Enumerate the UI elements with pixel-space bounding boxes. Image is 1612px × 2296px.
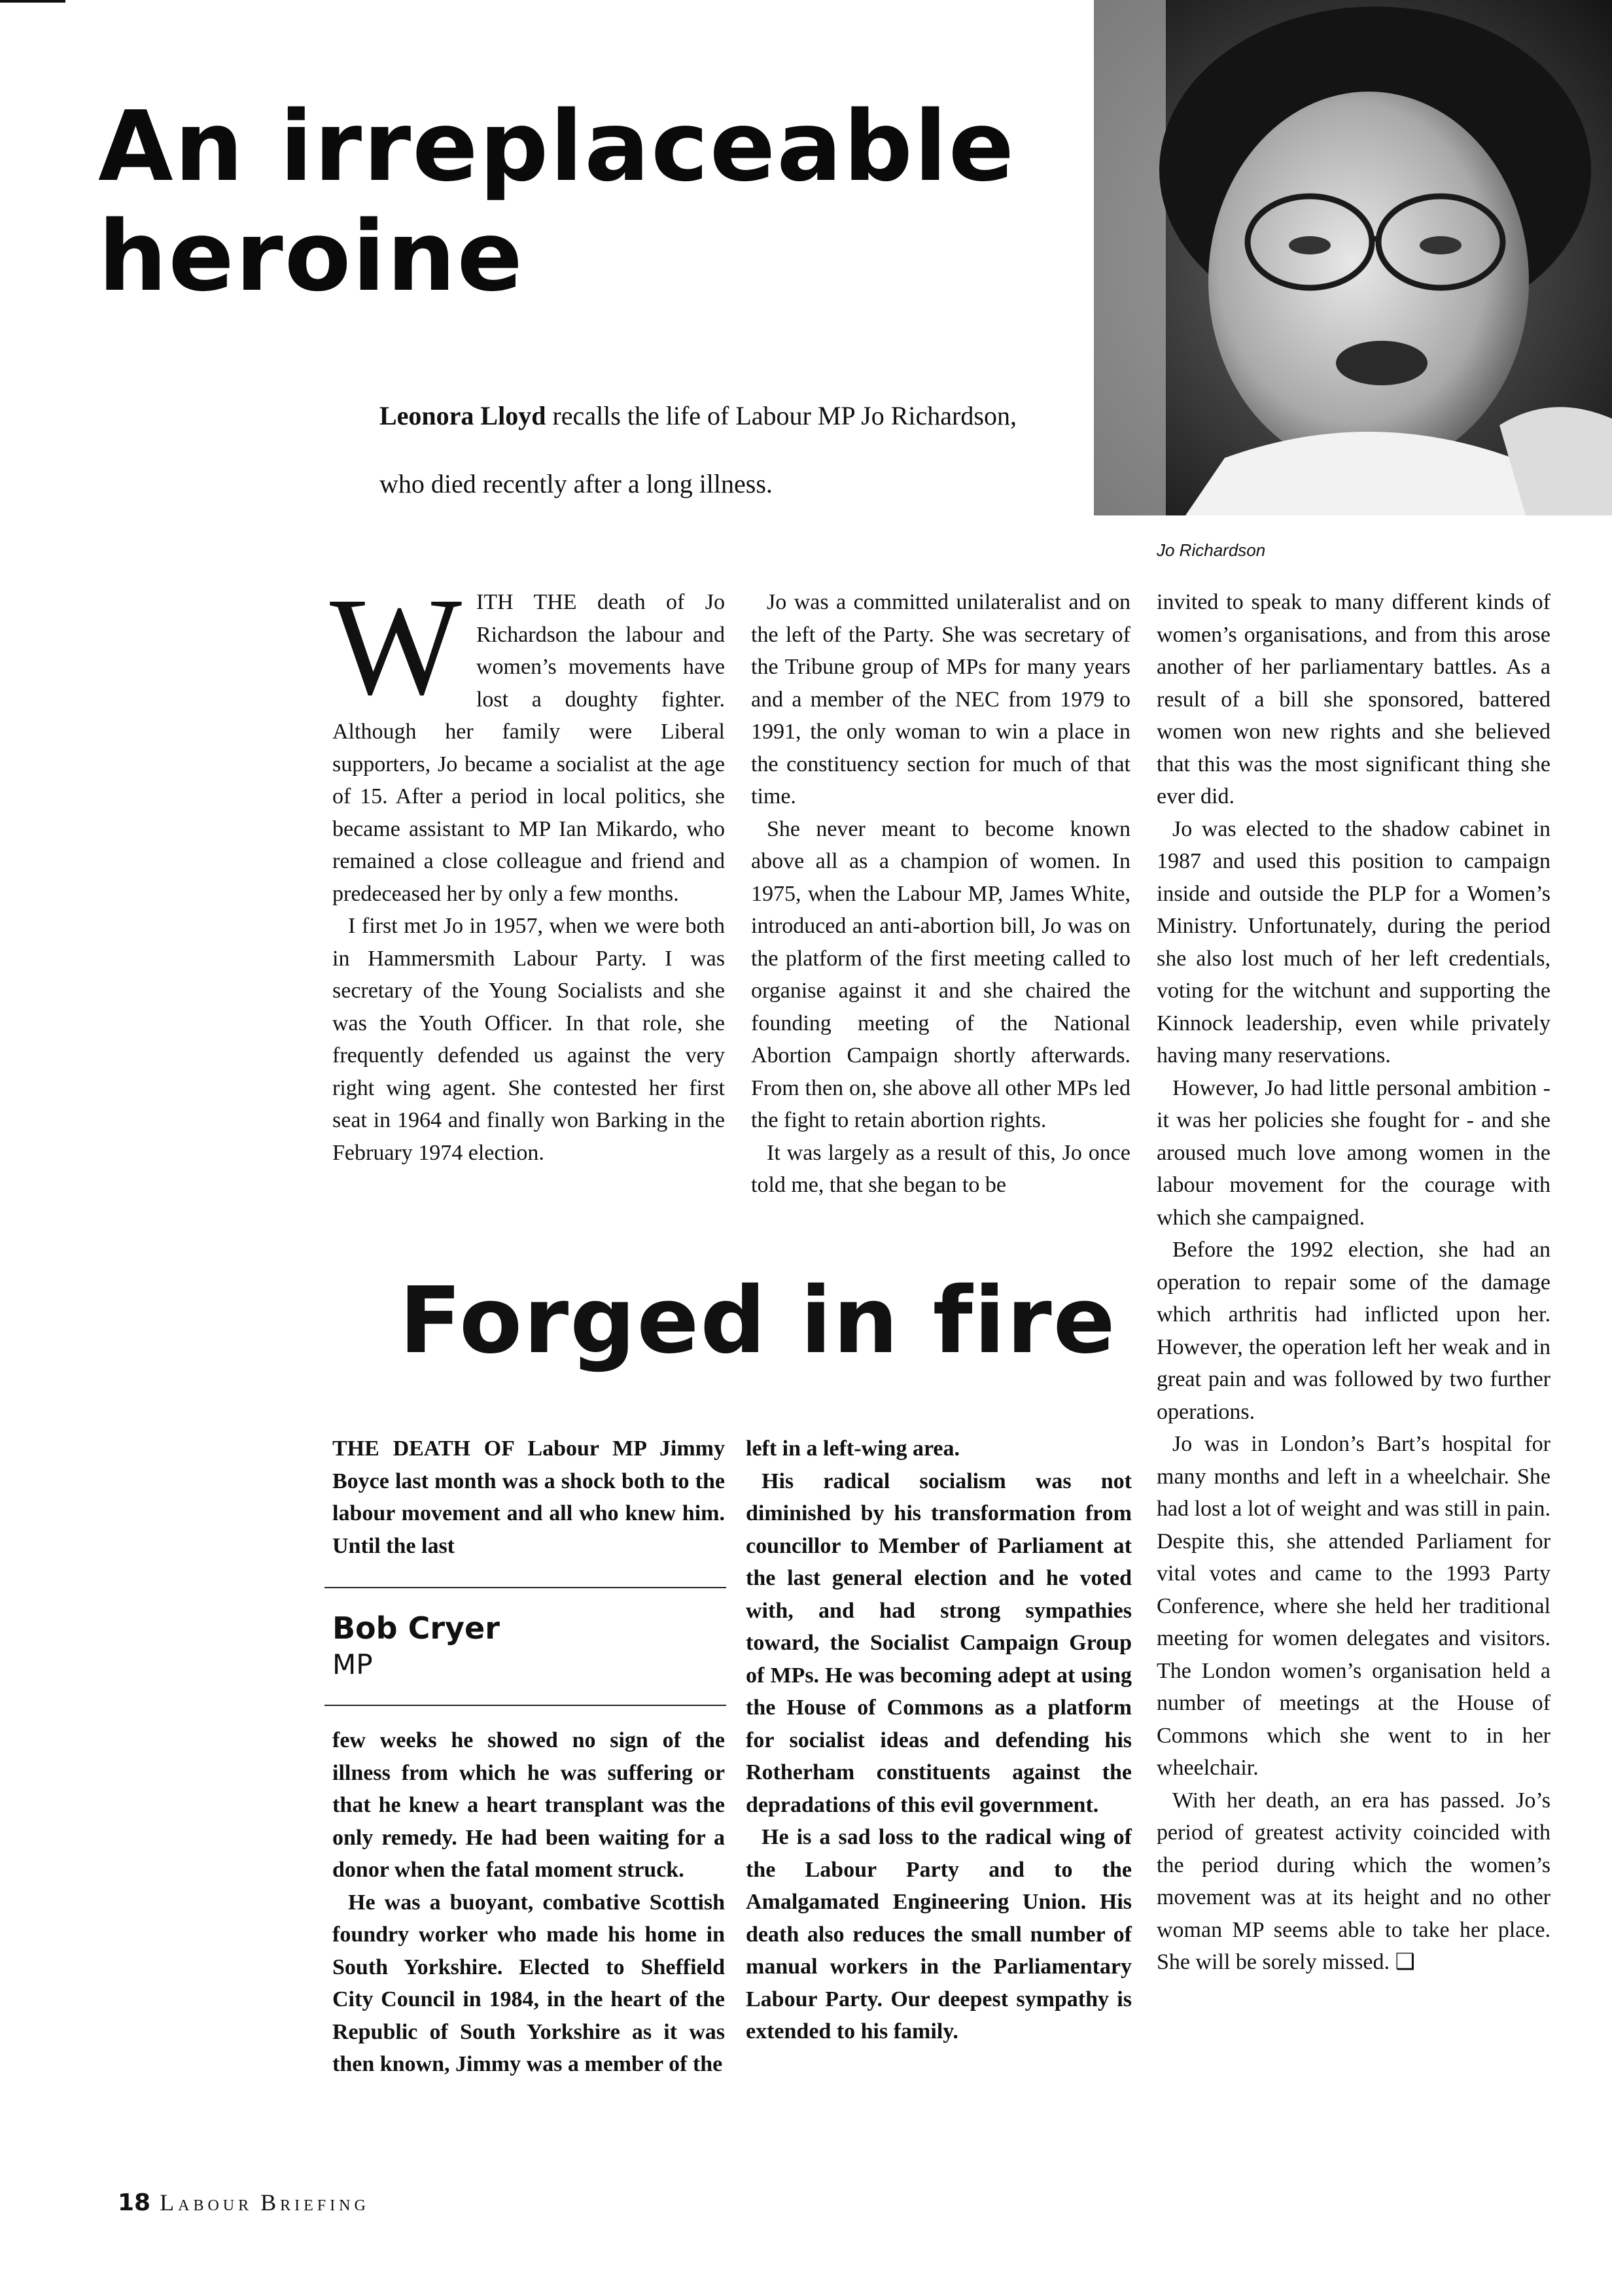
article1-paragraph <box>1157 1784 1551 1979</box>
article2-column-1-top <box>332 1433 725 1562</box>
standfirst-line-1 <box>379 398 1099 434</box>
article1-paragraph: Jo was a committed unilateralist and on the left of the Party. She was secretary of the Tribune group of MPs for many years and a member of the NEC from 1979 to 1991, the only woman to win a place in the constituency section for much of that time. <box>751 590 1130 809</box>
publication-initial-l: L <box>160 2189 179 2216</box>
headline-line-1: An irreplaceable <box>98 90 1016 203</box>
article1-paragraph: However, Jo had little personal ambition - it was her policies she fought for - and she aroused much love among women in the labour movement for the courage with which she campaigned. <box>1157 1075 1551 1230</box>
article2-column-2 <box>746 1433 1132 2048</box>
photo-caption: Jo Richardson <box>1157 540 1266 560</box>
article2-paragraph: He is a sad loss to the radical wing of the Labour Party and to the Amalgamated Engineering Union. His death also reduces the small number of manual workers in the Parliamentary Labour Party. Our deepest sympathy is extended to his family. <box>746 1825 1132 2044</box>
article2-paragraph: He was a buoyant, combative Scottish foundry worker who made his home in South Yorkshire. Elected to Sheffield City Council in 1984, in the heart of the Republic of South Yorkshire as it was then known, Jimmy was a member of the <box>332 1890 725 2076</box>
article2-headline: Forged in fire <box>399 1268 1117 1374</box>
article2-column-1-bottom <box>332 1724 725 2081</box>
article1-paragraph: She never meant to become known above all as a champion of women. In 1975, when the Labour MP, James White, introduced an anti-abortion bill, Jo was on the platform of the first meeting called to organise against it and she chaired the founding meeting of the National Abortion Campaign shortly afterwards. From then on, she above all other MPs led the fight to retain abortion rights. <box>751 816 1130 1132</box>
portrait-photo <box>1094 0 1612 515</box>
article2-paragraph: few weeks he showed no sign of the illness from which he was suffering or that he knew a heart transplant was the only remedy. He had been waiting for a donor when the fatal moment struck. <box>332 1728 725 1882</box>
article1-column-1 <box>330 569 725 1169</box>
byline-name: Bob Cryer <box>332 1610 500 1646</box>
article1-paragraph: invited to speak to many different kinds of women’s organisations, and from this arose another of her parliamentary battles. As a result of a bill she sponsored, battered women won new rights and she believed that this was the most significant thing she ever did. <box>1157 590 1551 809</box>
article1-paragraph-text: ITH THE death of Jo Richardson the labour and women’s movements have lost a doughty fighter. Although her family were Liberal supporters, Jo became a socialist at the age of 15. After a period in local politics, she became assistant to MP Ian Mikardo, who remained a close colleague and friend and predeceased her by only a few months. <box>332 590 725 906</box>
publication-initial-b: B <box>260 2189 281 2216</box>
article1-column-2 <box>751 586 1130 1202</box>
end-mark-icon: ❑ <box>1395 1950 1416 1974</box>
article1-column-3 <box>1157 586 1551 1979</box>
standfirst-text-1: recalls the life of Labour MP Jo Richardson, <box>546 401 1017 430</box>
portrait-image <box>1094 0 1612 515</box>
article2-paragraph: His radical socialism was not diminished by his transformation from councillor to Member of Parliament at the last general election and he voted with, and had strong sympathies toward, the Socialist Campaign Group of MPs. He was becoming adept at using the House of Commons as a platform for socialist ideas and defending his Rotherham constituents against the depradations of this evil government. <box>746 1469 1132 1817</box>
byline-role: MP <box>332 1648 373 1680</box>
page-number: 18 <box>118 2189 151 2216</box>
article1-paragraph: I first met Jo in 1957, when we were both in Hammersmith Labour Party. I was secretary of the Young Socialists and she was the Youth Officer. In that role, she frequently defended us against the very right wing agent. She contested her first seat in 1964 and finally won Barking in the February 1974 election. <box>332 914 725 1165</box>
standfirst <box>379 398 1099 534</box>
standfirst-line-2: who died recently after a long illness. <box>379 469 773 498</box>
standfirst-author: Leonora Lloyd <box>379 401 546 430</box>
article1-paragraph: Jo was in London’s Bart’s hospital for many months and left in a wheelchair. She had lost a lot of weight and was still in pain. Despite this, she attended Parliament for vital votes and came to the 1993 Party Conference, where she held her traditional meeting for women delegates and visitors. The London women’s organisation held a number of meetings at the House of Commons which she went to in her wheelchair. <box>1157 1432 1551 1780</box>
byline-rule-top <box>324 1587 726 1588</box>
article2-paragraph: THE DEATH OF Labour MP Jimmy Boyce last month was a shock both to the labour movement and all who knew him. Until the last <box>332 1436 725 1558</box>
headline-line-2: heroine <box>98 200 524 313</box>
drop-cap: W <box>330 569 462 724</box>
article1-paragraph <box>330 569 725 910</box>
page-footer <box>118 2189 370 2216</box>
article1-paragraph: Before the 1992 election, she had an operation to repair some of the damage which arthritis had inflicted upon her. However, the operation left her weak and in great pain and was followed by two further operations. <box>1157 1238 1551 1424</box>
article1-paragraph: It was largely as a result of this, Jo once told me, that she began to be <box>751 1140 1130 1197</box>
article1-paragraph-text: With her death, an era has passed. Jo’s period of greatest activity coincided with the period during which the women’s movement was at its height and no other woman MP seems able to take her place. She will be sorely missed. <box>1157 1788 1551 1974</box>
publication-name-part: ABOUR <box>178 2197 261 2214</box>
article-headline <box>98 92 1093 311</box>
article2-paragraph: left in a left-wing area. <box>746 1436 960 1461</box>
publication-name-part: RIEFING <box>280 2197 370 2214</box>
article1-paragraph: Jo was elected to the shadow cabinet in 1987 and used this position to campaign inside and outside the PLP for a Women’s Ministry. Unfortunately, during the period she also lost much of her left credentials, voting for the witchunt and supporting the Kinnock leadership, even while privately having many reservations. <box>1157 816 1551 1068</box>
byline-rule-bottom <box>324 1705 726 1706</box>
top-corner-rule <box>0 0 65 3</box>
